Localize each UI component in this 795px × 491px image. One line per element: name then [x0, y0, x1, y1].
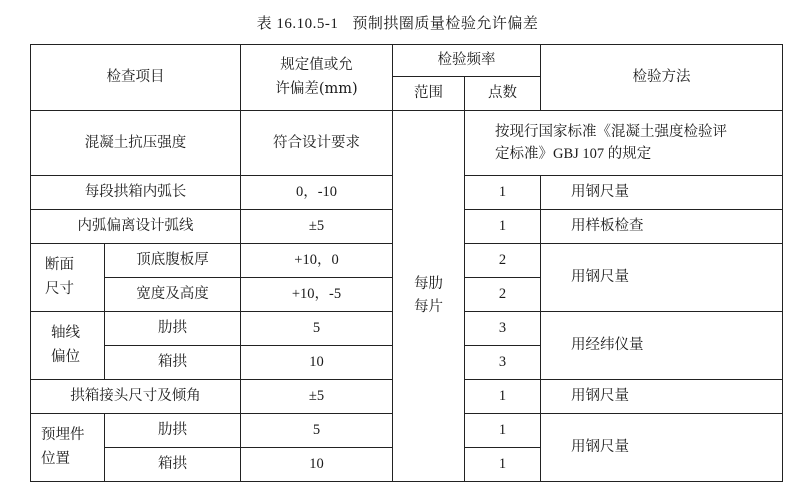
frequency-scope-cell — [393, 111, 465, 482]
row-axis-group-line1: 轴线 — [51, 325, 80, 342]
row-axis-method: 用经纬仪量 — [541, 312, 783, 380]
row-arc-deviation-points: 1 — [465, 210, 541, 244]
row-arc-length-method: 用钢尺量 — [541, 176, 783, 210]
frequency-scope-line2: 每片 — [414, 299, 443, 315]
row-axis-sub2: 箱拱 — [105, 346, 241, 380]
row-embedded-tol1: 5 — [241, 414, 393, 448]
row-axis-tol2: 10 — [241, 346, 393, 380]
table-title — [0, 12, 795, 33]
row-concrete-method-line2: 定标准》GBJ 107 的规定 — [495, 146, 652, 162]
row-joint-tolerance: ±5 — [241, 380, 393, 414]
row-axis-group-line2: 偏位 — [51, 348, 80, 365]
table-row — [31, 111, 783, 176]
row-embedded-pts2: 1 — [465, 448, 541, 482]
header-method: 检验方法 — [541, 45, 783, 111]
row-concrete-tolerance: 符合设计要求 — [241, 111, 393, 176]
row-arc-deviation-method: 用样板检查 — [541, 210, 783, 244]
row-arc-deviation-tolerance: ±5 — [241, 210, 393, 244]
frequency-scope-line1: 每肋 — [414, 275, 443, 292]
header-tolerance — [241, 45, 393, 111]
row-section-tol2: +10，-5 — [241, 278, 393, 312]
header-item: 检查项目 — [31, 45, 241, 111]
row-arc-length-tolerance: 0，-10 — [241, 176, 393, 210]
row-embedded-pts1: 1 — [465, 414, 541, 448]
row-section-pts1: 2 — [465, 244, 541, 278]
row-section-method: 用钢尺量 — [541, 244, 783, 312]
row-embedded-tol2: 10 — [241, 448, 393, 482]
row-axis-pts1: 3 — [465, 312, 541, 346]
tolerance-table — [30, 44, 783, 482]
row-axis-pts2: 3 — [465, 346, 541, 380]
header-tolerance-line1: 规定值或允 — [280, 57, 353, 74]
row-embedded-group — [31, 414, 105, 482]
row-axis-group — [31, 312, 105, 380]
row-concrete-item: 混凝土抗压强度 — [31, 111, 241, 176]
row-axis-tol1: 5 — [241, 312, 393, 346]
row-section-pts2: 2 — [465, 278, 541, 312]
row-concrete-method — [465, 111, 783, 176]
table-number: 表 16.10.5-1 — [256, 16, 339, 32]
header-frequency: 检验频率 — [393, 45, 541, 77]
row-arc-deviation-item: 内弧偏离设计弧线 — [31, 210, 241, 244]
row-arc-length-points: 1 — [465, 176, 541, 210]
row-embedded-group-line1: 预埋件 — [41, 427, 85, 444]
header-row-1 — [31, 45, 783, 77]
row-section-tol1: +10，0 — [241, 244, 393, 278]
row-joint-points: 1 — [465, 380, 541, 414]
row-embedded-sub2: 箱拱 — [105, 448, 241, 482]
row-section-group-line1: 断面 — [45, 257, 74, 274]
row-section-group-line2: 尺寸 — [45, 280, 74, 297]
row-joint-item: 拱箱接头尺寸及倾角 — [31, 380, 241, 414]
header-points: 点数 — [465, 77, 541, 111]
row-joint-method: 用钢尺量 — [541, 380, 783, 414]
row-concrete-method-line1: 按现行国家标准《混凝土强度检验评 — [495, 123, 727, 140]
row-section-sub2: 宽度及高度 — [105, 278, 241, 312]
header-tolerance-line2: 许偏差(mm) — [275, 80, 358, 97]
header-scope: 范围 — [393, 77, 465, 111]
row-embedded-method: 用钢尺量 — [541, 414, 783, 482]
table-caption: 预制拱圈质量检验允许偏差 — [352, 14, 539, 32]
row-embedded-sub1: 肋拱 — [105, 414, 241, 448]
row-section-group — [31, 244, 105, 312]
row-axis-sub1: 肋拱 — [105, 312, 241, 346]
row-embedded-group-line2: 位置 — [41, 450, 70, 467]
row-section-sub1: 顶底腹板厚 — [105, 244, 241, 278]
row-arc-length-item: 每段拱箱内弧长 — [31, 176, 241, 210]
